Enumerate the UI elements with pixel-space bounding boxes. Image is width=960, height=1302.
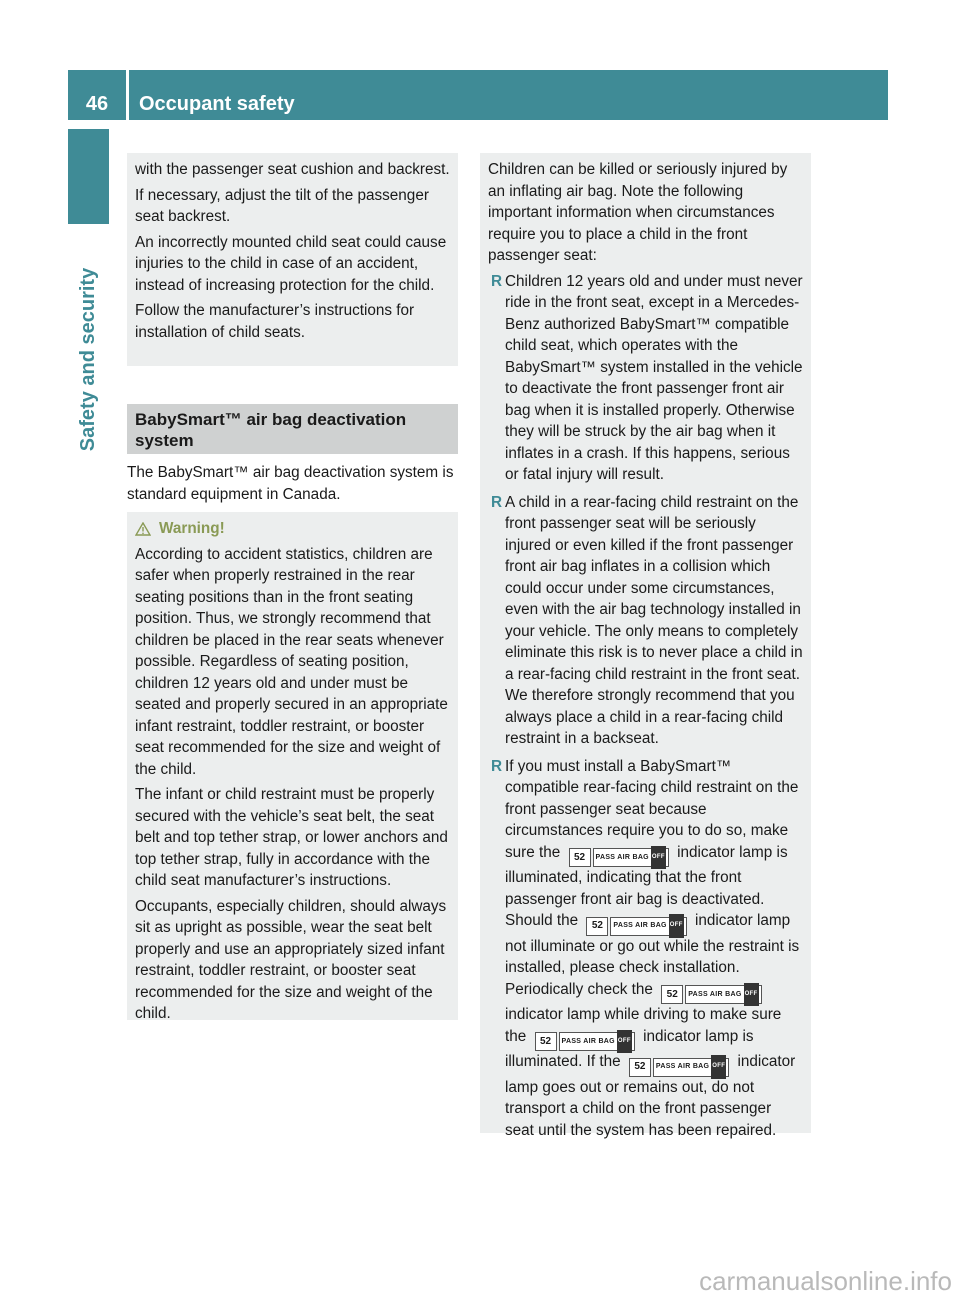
child-seat-icon: 52 [569, 848, 591, 867]
list-item [488, 492, 803, 750]
subsection-heading: BabySmart™ air bag deactivation system [127, 404, 458, 454]
child-seat-icon: 52 [535, 1032, 557, 1051]
bullet-marker: R [491, 757, 503, 775]
list-item-text: indicator lamp not illuminate or go out while the restraint is installed, please check installation. Periodically check the [505, 912, 800, 998]
bullet-marker: R [491, 493, 503, 511]
paragraph: Follow the manufacturer’s instructions for installation of child seats. [135, 302, 415, 341]
paragraph: Occupants, especially children, should always sit as upright as possible, wear the seat belt properly and use an appropriately sized infant restraint, toddler restraint, or booster seat recommended for the size and weight of the child. [135, 897, 447, 1022]
paragraph: An incorrectly mounted child seat could cause injuries to the child in case of an accident, instead of increasing protection for the child. [135, 233, 447, 294]
section-title: Occupant safety [139, 93, 295, 115]
list-item-text: indicator lamp goes out or remains out, do not transport a child on the front passenger seat until the system has been repaired. [505, 1053, 796, 1139]
pass-air-bag-off-icon: PASS AIR BAG OFF [593, 848, 669, 867]
airbag-indicator [586, 917, 686, 936]
list-item-text: indicator lamp while driving to make sure the [505, 1006, 782, 1045]
paragraph: with the passenger seat cushion and backrest. [135, 161, 450, 178]
warning-title-text: Warning! [159, 520, 225, 537]
page-number: 46 [85, 93, 109, 115]
warning-title [135, 518, 450, 540]
pass-air-bag-off-icon: PASS AIR BAG OFF [559, 1032, 635, 1051]
list-item [488, 756, 803, 1142]
airbag-indicator [535, 1032, 635, 1051]
pass-air-bag-off-icon: PASS AIR BAG OFF [610, 917, 686, 936]
airbag-indicator [629, 1058, 729, 1077]
list-item-text: Children 12 years old and under must never ride in the front seat, except in a Mercedes-Benz authorized BabySmart™ compatible child seat, which operates with the BabySmart™ system installed in the vehicle to deactivate the front passenger front air bag when it is installed properly. Otherwise they will be struck by the air bag when it inflates in a crash. If this happens, serious or fatal injury will result. [505, 272, 803, 483]
paragraph: If necessary, adjust the tilt of the passenger seat backrest. [135, 186, 429, 225]
paragraph: The infant or child restraint must be properly secured with the vehicle’s seat belt, the seat belt and top tether strap, or lower anchors and top tether strap, fully in accordance with the child seat manufacturer’s instructions. [135, 786, 448, 889]
continued-text-box [127, 153, 458, 366]
side-tab-block [68, 129, 109, 224]
list-item-text: indicator lamp is illuminated. If the [505, 1027, 754, 1070]
side-tab [68, 234, 109, 484]
list-item [488, 271, 803, 486]
side-tab-label: Safety and security [77, 267, 100, 451]
airbag-indicator [569, 848, 669, 867]
header-divider [126, 70, 129, 120]
child-seat-icon: 52 [629, 1058, 651, 1077]
watermark: carmanualsonline.info [699, 1266, 952, 1296]
child-seat-icon: 52 [586, 917, 608, 936]
warning-box [127, 512, 458, 1020]
child-safety-box [480, 153, 811, 1139]
bullet-marker: R [491, 272, 503, 290]
intro-paragraph: The BabySmart™ air bag deactivation system is standard equipment in Canada. [127, 464, 454, 503]
warning-triangle-icon [135, 522, 151, 536]
list-item-text: If you must install a BabySmart™ compatible rear-facing child restraint on the front passenger seat because circumstances require you to do so, make sure the [505, 757, 799, 861]
pass-air-bag-off-icon: PASS AIR BAG OFF [653, 1058, 729, 1077]
paragraph: Children can be killed or seriously injured by an inflating air bag. Note the following important information when circumstances require you to place a child in the front passenger seat: [488, 161, 788, 264]
list-item-text: A child in a rear-facing child restraint on the front passenger seat will be seriously injured or even killed if the front passenger front air bag inflates in a collision which could occur under some circumstances, even with the air bag technology installed in your vehicle. The only means to completely eliminate this risk is to never place a child in a rear-facing child restraint in the front seat. We therefore strongly recommend that you always place a child in a rear-facing child restraint in a backseat. [505, 493, 803, 747]
list-item-text: indicator lamp is illuminated, indicating that the front passenger front air bag is deactivated. Should the [505, 843, 788, 929]
child-seat-icon: 52 [661, 985, 683, 1004]
paragraph: According to accident statistics, children are safer when properly restrained in the rear seating positions than in the front seating position. Thus, we strongly recommend that children be placed in the rear seats whenever possible. Regardless of seating position, children 12 years old and under must be seated and properly secured in an appropriate infant restraint, toddler restraint, or booster seat recommended for the size and weight of the child. [135, 545, 448, 778]
airbag-indicator [661, 985, 761, 1004]
pass-air-bag-off-icon: PASS AIR BAG OFF [685, 985, 761, 1004]
